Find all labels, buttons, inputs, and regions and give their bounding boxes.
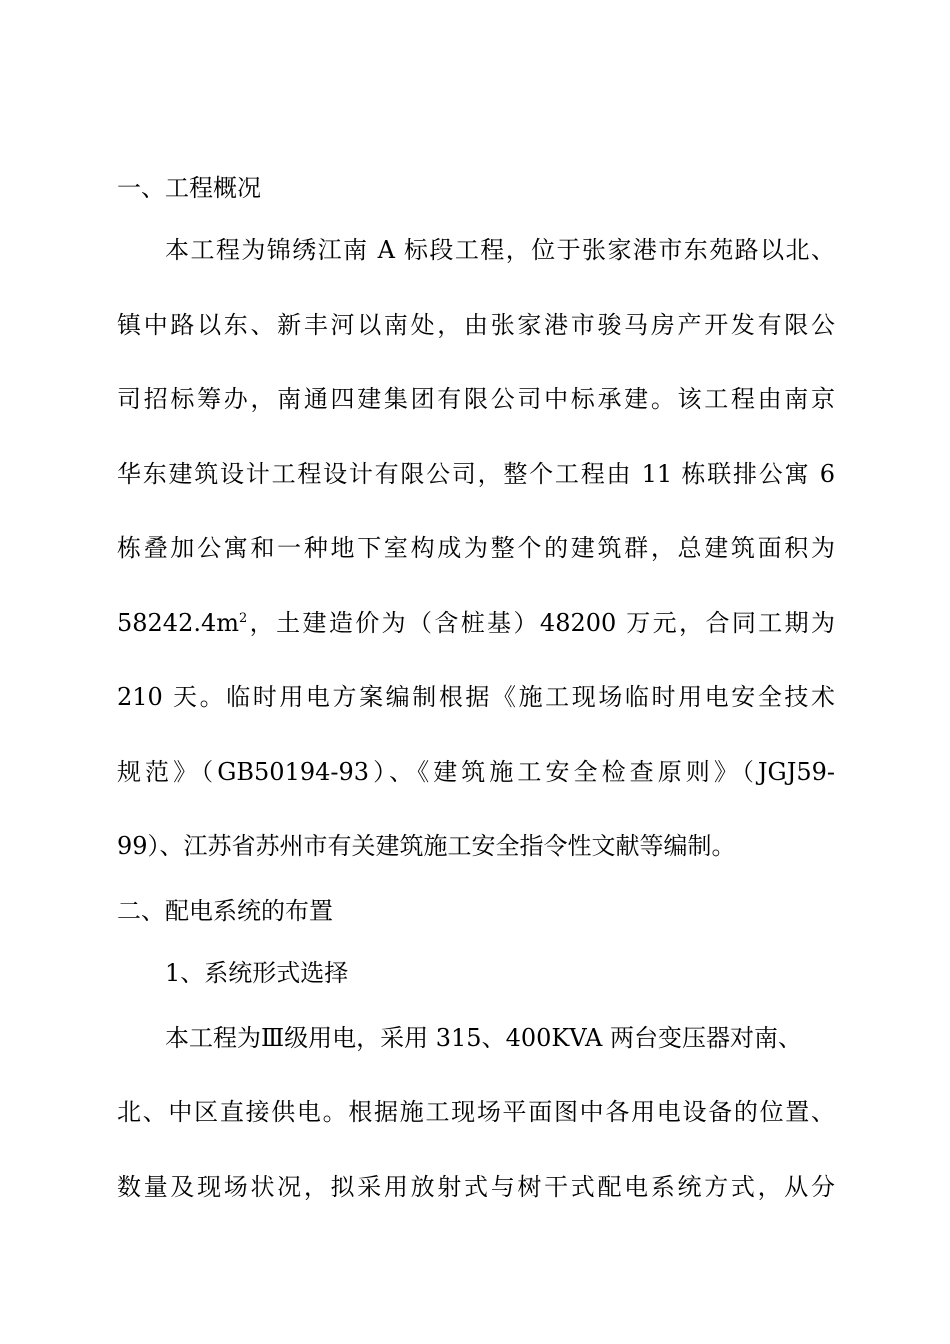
area-unit-superscript: 2 [239, 611, 248, 626]
subsection-heading-system-form: 1、系统形式选择 [165, 959, 349, 987]
paragraph-line: 规范》（GB50194-93）、《建筑施工安全检查原则》（JGJ59- [117, 758, 835, 786]
paragraph-line: 210 天。临时用电方案编制根据《施工现场临时用电安全技术 [117, 683, 835, 711]
paragraph-line: 北、中区直接供电。根据施工现场平面图中各用电设备的位置、 [117, 1098, 835, 1126]
paragraph-line: 本工程为锦绣江南 A 标段工程，位于张家港市东苑路以北、 [165, 236, 835, 264]
paragraph-line: 镇中路以东、新丰河以南处，由张家港市骏马房产开发有限公 [117, 311, 835, 339]
paragraph-line: 华东建筑设计工程设计有限公司，整个工程由 11 栋联排公寓 6 [117, 460, 835, 488]
section-heading-project-overview: 一、工程概况 [117, 174, 261, 202]
section-heading-power-distribution: 二、配电系统的布置 [117, 897, 333, 925]
paragraph-line: 数量及现场状况，拟采用放射式与树干式配电系统方式，从分 [117, 1173, 835, 1201]
paragraph-line: 司招标筹办，南通四建集团有限公司中标承建。该工程由南京 [117, 385, 835, 413]
paragraph-line: 99）、江苏省苏州市有关建筑施工安全指令性文献等编制。 [117, 832, 736, 860]
paragraph-line-rest: ，土建造价为（含桩基）48200 万元，合同工期为 [247, 609, 835, 637]
paragraph-line: 本工程为Ⅲ级用电，采用 315、400KVA 两台变压器对南、 [165, 1024, 802, 1052]
paragraph-line: 栋叠加公寓和一种地下室构成为整个的建筑群，总建筑面积为 [117, 534, 835, 562]
area-value: 58242.4m [117, 609, 240, 637]
paragraph-line-area [117, 608, 835, 638]
